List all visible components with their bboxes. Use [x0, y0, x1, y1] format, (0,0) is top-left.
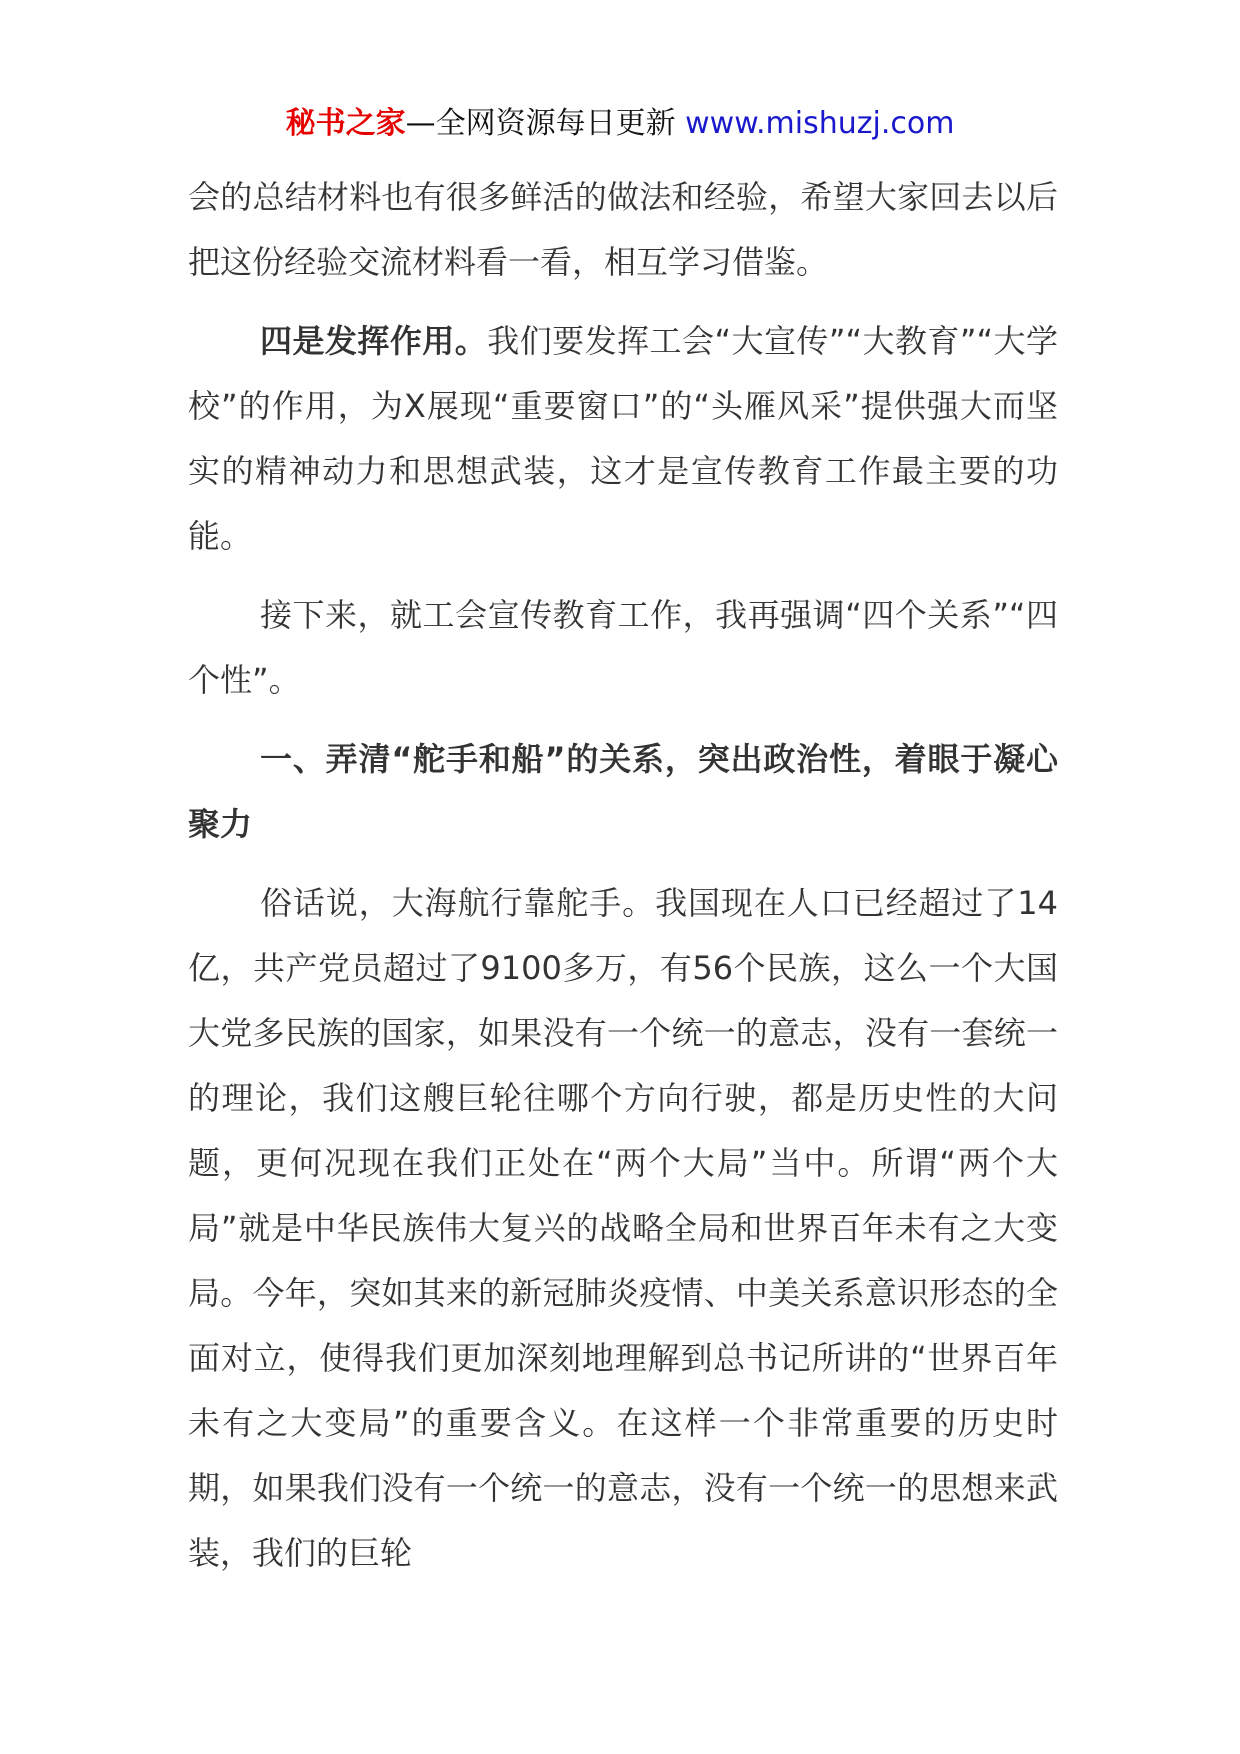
section-heading-1: 一、弄清“舵手和船”的关系，突出政治性，着眼于凝心聚力	[188, 740, 1058, 843]
paragraph-play-role	[188, 309, 1058, 569]
document-body	[188, 165, 1058, 1586]
site-header	[0, 104, 1240, 144]
paragraph-helmsman: 俗话说，大海航行靠舵手。我国现在人口已经超过了14亿，共产党员超过了9100多万，有56个民族，这么一个大国大党多民族的国家，如果没有一个统一的意志，没有一套统一的理论，我们这艘巨轮往哪个方向行驶，都是历史性的大问题，更何况现在我们正处在“两个大局”当中。所谓“两个大局”就是中华民族伟大复兴的战略全局和世界百年未有之大变局。今年，突如其来的新冠肺炎疫情、中美关系意识形态的全面对立，使得我们更加深刻地理解到总书记所讲的“世界百年未有之大变局”的重要含义。在这样一个非常重要的历史时期，如果我们没有一个统一的意志，没有一个统一的思想来武装，我们的巨轮	[188, 884, 1058, 1572]
paragraph-transition: 接下来，就工会宣传教育工作，我再强调“四个关系”“四个性”。	[188, 596, 1058, 699]
paragraph-lead-heading: 四是发挥作用。	[260, 322, 488, 360]
header-tagline: —全网资源每日更新	[405, 106, 676, 141]
paragraph-continuation: 会的总结材料也有很多鲜活的做法和经验，希望大家回去以后把这份经验交流材料看一看，相互学习借鉴。	[188, 178, 1058, 281]
brand-name: 秘书之家	[285, 106, 406, 141]
site-url-link[interactable]: www.mishuzj.com	[685, 106, 955, 141]
paragraph-body-text: 我们要发挥工会“大宣传”“大教育”“大学校”的作用，为X展现“重要窗口”的“头雁风采”提供强大而坚实的精神动力和思想武装，这才是宣传教育工作最主要的功能。	[188, 322, 1058, 555]
